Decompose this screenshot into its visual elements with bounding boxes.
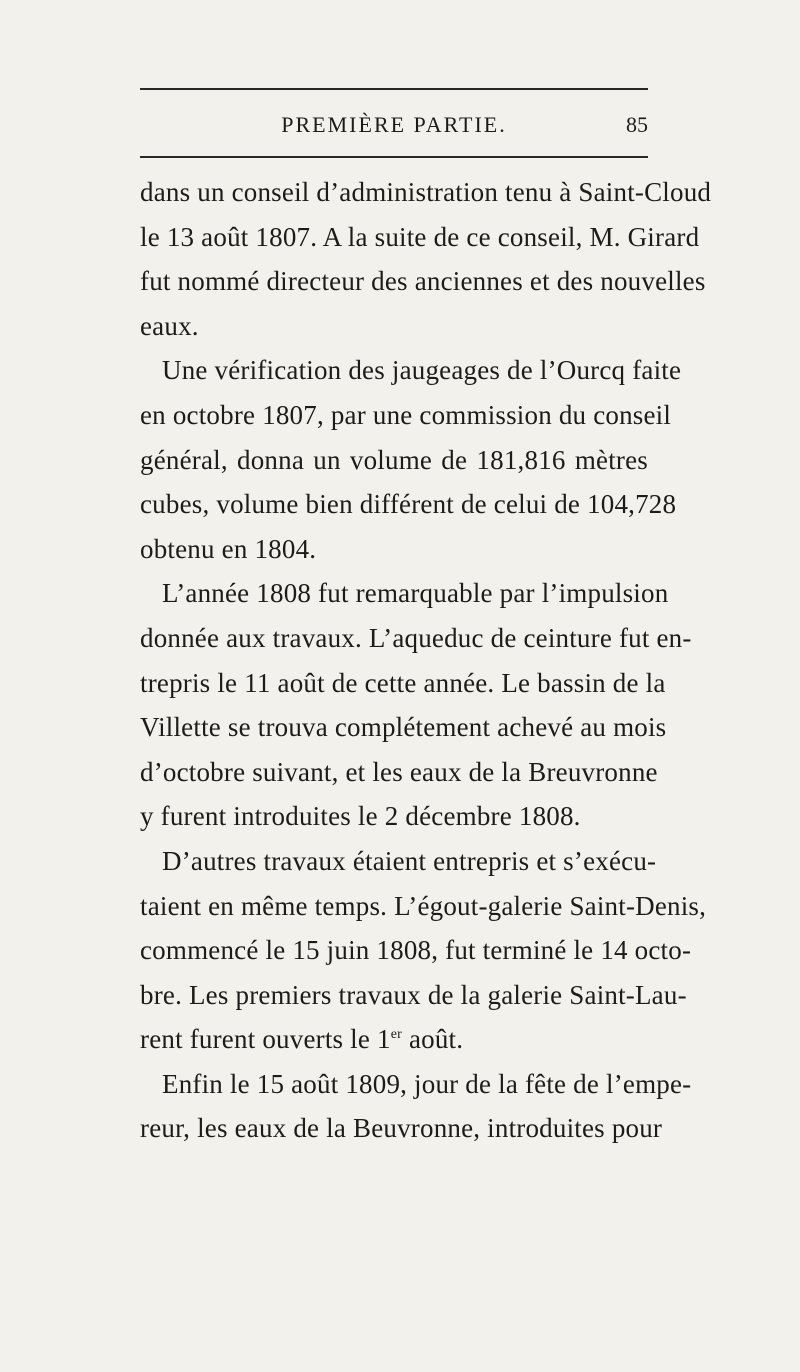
text-segment: août. bbox=[402, 1024, 464, 1055]
text-line: commencé le 15 juin 1808, fut terminé le 14 octo- bbox=[140, 935, 692, 966]
text-line: D’autres travaux étaient entrepris et s’exécu- bbox=[162, 845, 657, 876]
text-line: fut nommé directeur des anciennes et des nouvelles bbox=[140, 266, 706, 297]
text-line: y furent introduites le 2 décembre 1808. bbox=[140, 801, 581, 832]
running-title: PREMIÈRE PARTIE. bbox=[281, 112, 507, 137]
header-rule-bottom bbox=[140, 156, 648, 158]
header-rule-top bbox=[140, 88, 648, 90]
text-line: donnée aux travaux. L’aqueduc de ceinture fut en- bbox=[140, 622, 692, 653]
text-line: Enfin le 15 août 1809, jour de la fête de l’empe- bbox=[162, 1068, 692, 1099]
text-line: eaux. bbox=[140, 310, 199, 341]
text-line: cubes, volume bien différent de celui de 104,728 bbox=[140, 489, 677, 520]
text-line: en octobre 1807, par une commission du conseil bbox=[140, 399, 672, 430]
text-line: bre. Les premiers travaux de la galerie Saint-Lau- bbox=[140, 979, 687, 1010]
text-line: Une vérification des jaugeages de l’Ourcq faite bbox=[162, 355, 682, 386]
text-line: reur, les eaux de la Beuvronne, introduites pour bbox=[140, 1113, 663, 1144]
text-segment: rent furent ouverts le 1 bbox=[140, 1024, 391, 1055]
text-line: le 13 août 1807. A la suite de ce conseil, M. Girard bbox=[140, 221, 700, 252]
text-line: général, donna un volume de 181,816 mètres bbox=[140, 444, 648, 475]
text-line bbox=[140, 1017, 648, 1062]
text-line: Villette se trouva complétement achevé au mois bbox=[140, 712, 667, 743]
text-line: dans un conseil d’administration tenu à Saint-Cloud bbox=[140, 177, 712, 207]
text-line: L’année 1808 fut remarquable par l’impulsion bbox=[162, 578, 669, 609]
body-text bbox=[140, 170, 712, 1151]
running-head bbox=[140, 108, 648, 142]
text-line: d’octobre suivant, et les eaux de la Breuvronne bbox=[140, 756, 658, 787]
text-line: obtenu en 1804. bbox=[140, 533, 317, 564]
text-line: trepris le 11 août de cette année. Le bassin de la bbox=[140, 667, 666, 698]
page-number: 85 bbox=[626, 112, 648, 137]
superscript: er bbox=[390, 1027, 402, 1043]
text-line: taient en même temps. L’égout-galerie Saint-Denis, bbox=[140, 890, 707, 921]
